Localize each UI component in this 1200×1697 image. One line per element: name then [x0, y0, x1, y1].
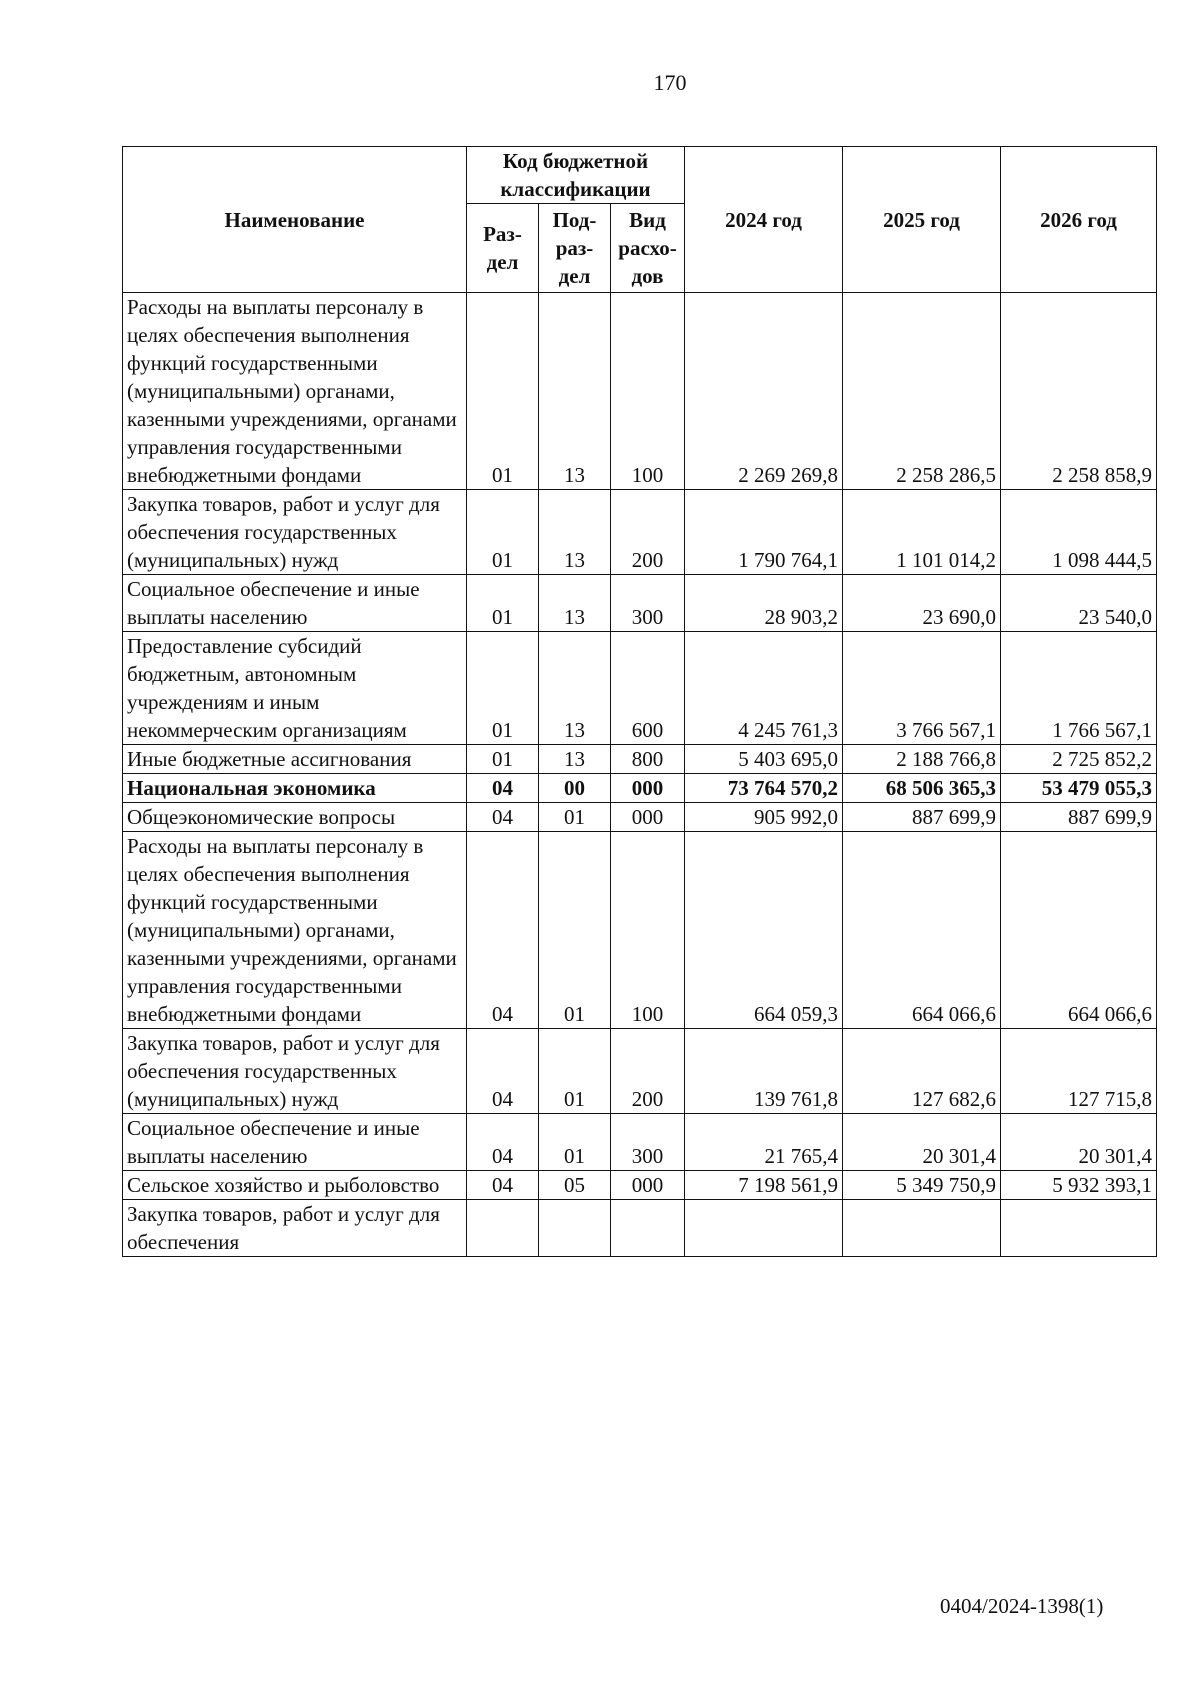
- row-value-2025: 887 699,9: [843, 803, 1001, 832]
- row-value-2026: [1001, 1200, 1157, 1257]
- row-value-2026: 1 098 444,5: [1001, 490, 1157, 575]
- row-name: Расходы на выплаты персоналу в целях обеспечения выполнения функций государственными (муниципальными) органами, казенными учреждениями, органами управления государственными внебюджетными фондами: [123, 293, 467, 490]
- row-podrazdel: 13: [539, 575, 611, 632]
- table-row: [123, 1200, 1157, 1257]
- table-row: [123, 1029, 1157, 1114]
- table-row: [123, 832, 1157, 1029]
- row-vid: 600: [611, 632, 685, 745]
- header-2025: 2025 год: [843, 147, 1001, 293]
- header-code-group: Код бюджетной классификации: [467, 147, 685, 204]
- row-value-2025: 2 188 766,8: [843, 745, 1001, 774]
- row-name: Социальное обеспечение и иные выплаты населению: [123, 1114, 467, 1171]
- table-row: [123, 745, 1157, 774]
- row-value-2026: 20 301,4: [1001, 1114, 1157, 1171]
- row-razdel: [467, 1200, 539, 1257]
- row-value-2026: 664 066,6: [1001, 832, 1157, 1029]
- table-row: [123, 632, 1157, 745]
- row-razdel: 04: [467, 774, 539, 803]
- row-razdel: 04: [467, 803, 539, 832]
- row-razdel: 04: [467, 1114, 539, 1171]
- row-podrazdel: 13: [539, 293, 611, 490]
- row-name: Иные бюджетные ассигнования: [123, 745, 467, 774]
- table-row: [123, 293, 1157, 490]
- row-value-2026: 127 715,8: [1001, 1029, 1157, 1114]
- row-name: Закупка товаров, работ и услуг для обеспечения государственных (муниципальных) нужд: [123, 490, 467, 575]
- row-value-2024: 7 198 561,9: [685, 1171, 843, 1200]
- row-name: Предоставление субсидий бюджетным, автономным учреждениям и иным некоммерческим организациям: [123, 632, 467, 745]
- table-body: [123, 293, 1157, 1257]
- row-vid: 100: [611, 293, 685, 490]
- row-vid: 300: [611, 575, 685, 632]
- table-row: [123, 803, 1157, 832]
- row-vid: 300: [611, 1114, 685, 1171]
- row-razdel: 04: [467, 1171, 539, 1200]
- row-value-2025: 2 258 286,5: [843, 293, 1001, 490]
- header-name: Наименование: [123, 147, 467, 293]
- row-podrazdel: 01: [539, 803, 611, 832]
- row-vid: 000: [611, 1171, 685, 1200]
- budget-table: [122, 146, 1157, 1257]
- row-razdel: 04: [467, 832, 539, 1029]
- row-name: Расходы на выплаты персоналу в целях обеспечения выполнения функций государственными (муниципальными) органами, казенными учреждениями, органами управления государственными внебюджетными фондами: [123, 832, 467, 1029]
- header-2024: 2024 год: [685, 147, 843, 293]
- row-value-2025: [843, 1200, 1001, 1257]
- header-vid: Вид расхо-дов: [611, 204, 685, 293]
- row-value-2024: 5 403 695,0: [685, 745, 843, 774]
- row-name: Национальная экономика: [123, 774, 467, 803]
- row-value-2024: 905 992,0: [685, 803, 843, 832]
- row-podrazdel: 13: [539, 632, 611, 745]
- row-razdel: 01: [467, 293, 539, 490]
- row-value-2024: 139 761,8: [685, 1029, 843, 1114]
- row-razdel: 01: [467, 632, 539, 745]
- row-razdel: 01: [467, 575, 539, 632]
- row-value-2025: 20 301,4: [843, 1114, 1001, 1171]
- row-value-2025: 1 101 014,2: [843, 490, 1001, 575]
- header-razdel: Раз-дел: [467, 204, 539, 293]
- row-podrazdel: 13: [539, 490, 611, 575]
- table-row: [123, 490, 1157, 575]
- row-vid: [611, 1200, 685, 1257]
- row-value-2024: 21 765,4: [685, 1114, 843, 1171]
- row-name: Закупка товаров, работ и услуг для обеспечения: [123, 1200, 467, 1257]
- row-value-2026: 2 258 858,9: [1001, 293, 1157, 490]
- row-value-2024: 664 059,3: [685, 832, 843, 1029]
- row-name: Социальное обеспечение и иные выплаты населению: [123, 575, 467, 632]
- row-vid: 800: [611, 745, 685, 774]
- row-vid: 200: [611, 490, 685, 575]
- row-value-2026: 887 699,9: [1001, 803, 1157, 832]
- row-value-2026: 1 766 567,1: [1001, 632, 1157, 745]
- row-podrazdel: [539, 1200, 611, 1257]
- row-razdel: 01: [467, 745, 539, 774]
- table-row: [123, 575, 1157, 632]
- document-code: 0404/2024-1398(1): [940, 1594, 1104, 1618]
- header-2026: 2026 год: [1001, 147, 1157, 293]
- page-number: 170: [653, 70, 687, 95]
- row-podrazdel: 00: [539, 774, 611, 803]
- row-value-2025: 68 506 365,3: [843, 774, 1001, 803]
- table-row: [123, 774, 1157, 803]
- row-value-2025: 127 682,6: [843, 1029, 1001, 1114]
- row-value-2025: 664 066,6: [843, 832, 1001, 1029]
- header-podrazdel: Под-раз-дел: [539, 204, 611, 293]
- row-value-2026: 23 540,0: [1001, 575, 1157, 632]
- row-podrazdel: 13: [539, 745, 611, 774]
- row-value-2026: 5 932 393,1: [1001, 1171, 1157, 1200]
- row-value-2025: 5 349 750,9: [843, 1171, 1001, 1200]
- row-value-2024: [685, 1200, 843, 1257]
- row-podrazdel: 01: [539, 832, 611, 1029]
- table-row: [123, 1114, 1157, 1171]
- row-value-2026: 2 725 852,2: [1001, 745, 1157, 774]
- row-vid: 000: [611, 803, 685, 832]
- row-value-2024: 2 269 269,8: [685, 293, 843, 490]
- row-value-2026: 53 479 055,3: [1001, 774, 1157, 803]
- row-name: Закупка товаров, работ и услуг для обеспечения государственных (муниципальных) нужд: [123, 1029, 467, 1114]
- row-razdel: 04: [467, 1029, 539, 1114]
- row-name: Сельское хозяйство и рыболовство: [123, 1171, 467, 1200]
- row-value-2024: 4 245 761,3: [685, 632, 843, 745]
- table-row: [123, 1171, 1157, 1200]
- row-value-2024: 28 903,2: [685, 575, 843, 632]
- row-value-2025: 3 766 567,1: [843, 632, 1001, 745]
- row-razdel: 01: [467, 490, 539, 575]
- row-value-2025: 23 690,0: [843, 575, 1001, 632]
- row-name: Общеэкономические вопросы: [123, 803, 467, 832]
- row-podrazdel: 01: [539, 1114, 611, 1171]
- row-vid: 100: [611, 832, 685, 1029]
- row-podrazdel: 01: [539, 1029, 611, 1114]
- row-podrazdel: 05: [539, 1171, 611, 1200]
- row-vid: 000: [611, 774, 685, 803]
- row-value-2024: 1 790 764,1: [685, 490, 843, 575]
- row-value-2024: 73 764 570,2: [685, 774, 843, 803]
- row-vid: 200: [611, 1029, 685, 1114]
